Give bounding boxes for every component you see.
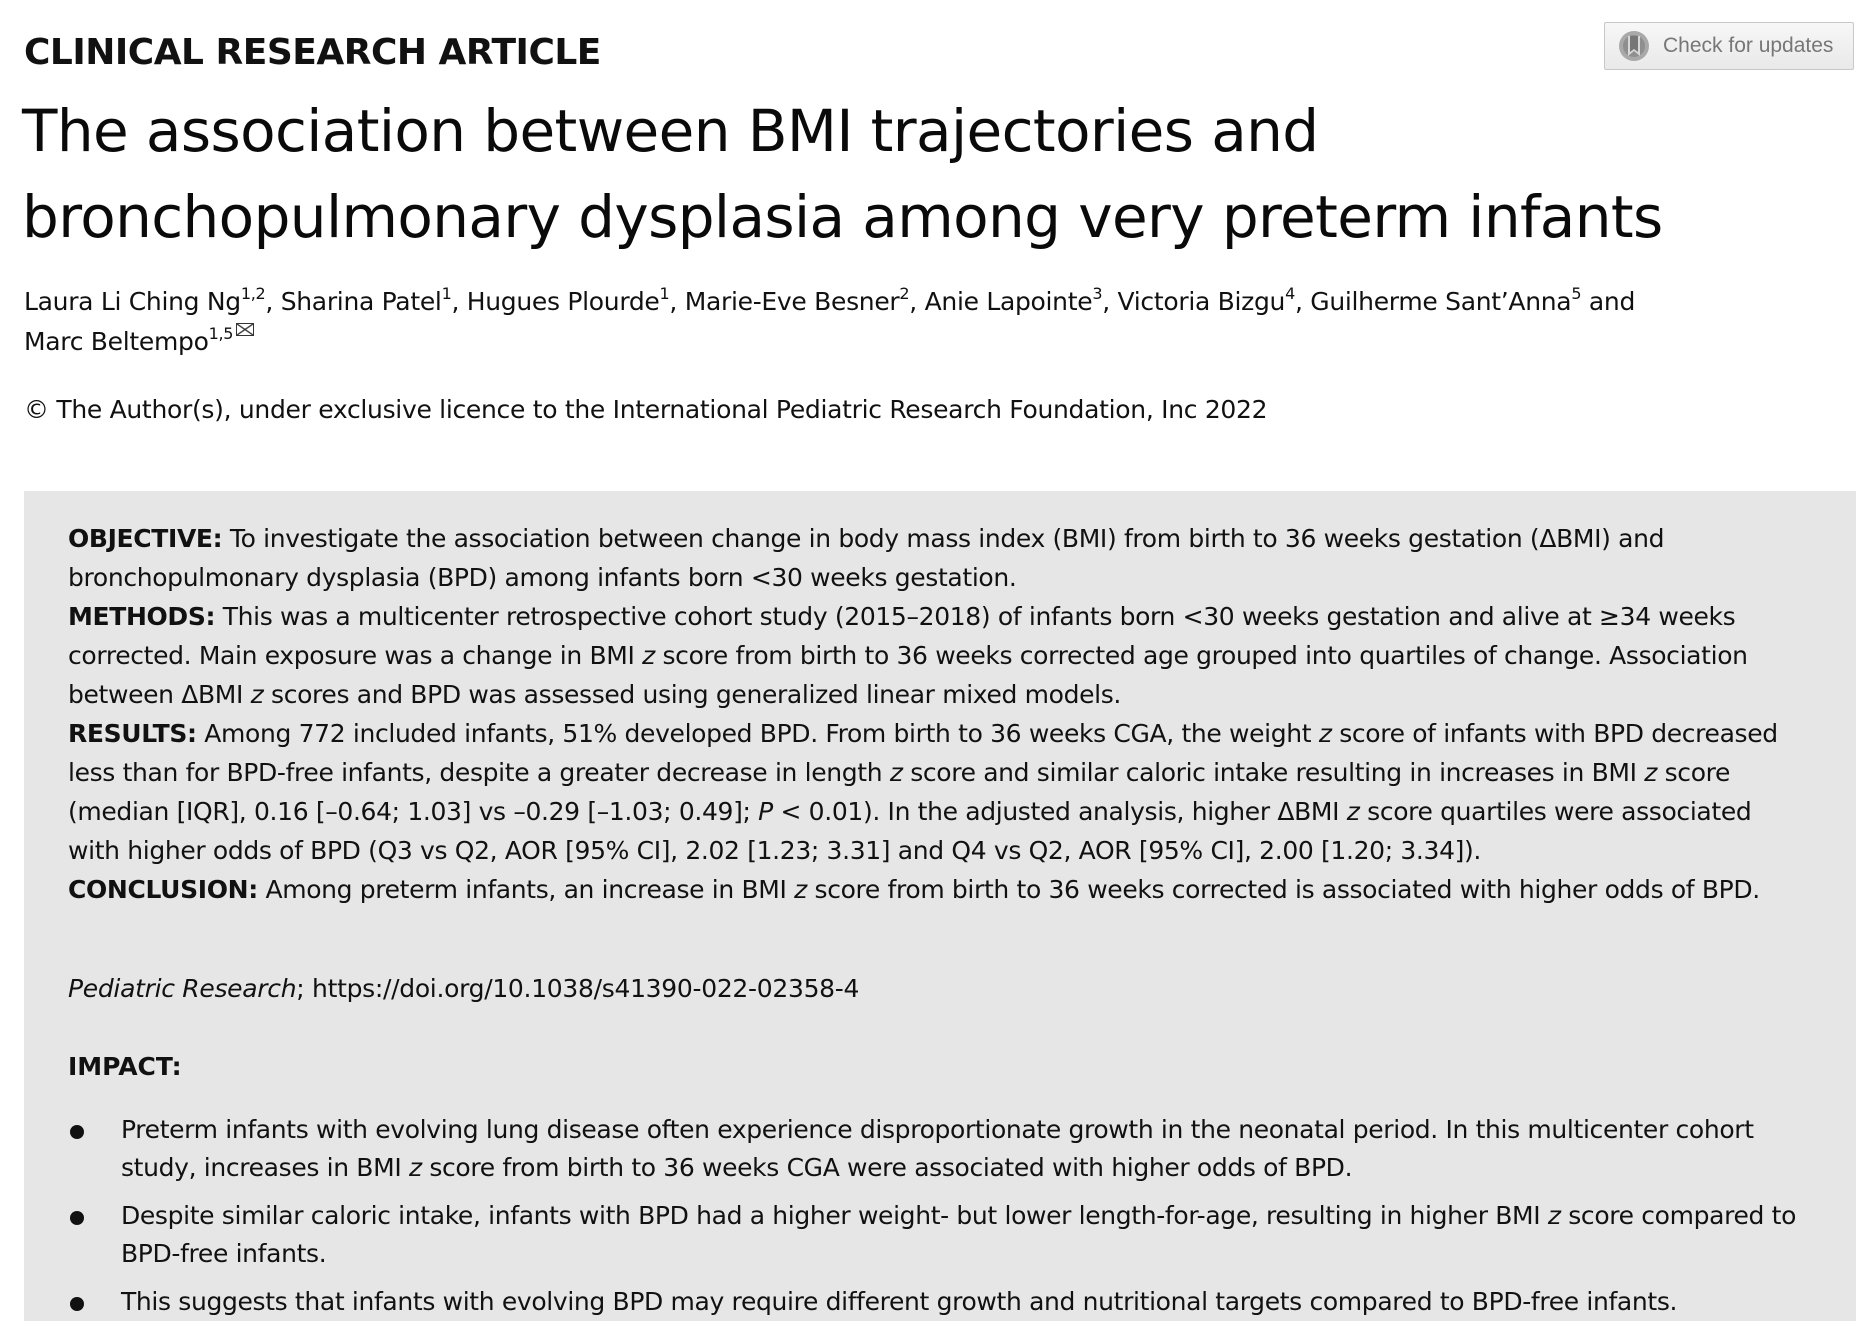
impact-item — [68, 1197, 1810, 1273]
abstract-objective — [68, 519, 1810, 597]
author-name[interactable]: Laura Li Ching Ng — [24, 287, 241, 316]
objective-text: To investigate the association between change in body mass index (BMI) from birth to 36 weeks gestation (ΔBMI) and bronchopulmonary dysplasia (BPD) among infants born <30 weeks gestation. — [68, 524, 1665, 592]
impact-text: Preterm infants with evolving lung disease often experience disproportionate growth in the neonatal period. In this multicenter cohort study, increases in BMI — [121, 1115, 1754, 1182]
italic-z: z — [1644, 758, 1658, 787]
author-affiliation: 4 — [1285, 284, 1295, 303]
journal-name: Pediatric Research — [68, 974, 297, 1003]
results-text: score quartiles were associated with higher odds of BPD (Q3 vs Q2, AOR [95% CI], 2.02 [1.23; 3.31] and Q4 vs Q2, AOR [95% CI], 2.00 [1.20; 3.34]). — [68, 797, 1752, 865]
impact-text: Despite similar caloric intake, infants with BPD had a higher weight- but lower length-for-age, resulting in higher BMI — [121, 1201, 1548, 1230]
check-for-updates-bookmark-icon — [1617, 29, 1651, 63]
doi-link[interactable]: ; https://doi.org/10.1038/s41390-022-02358-4 — [296, 974, 860, 1003]
authors-joiner: and — [1588, 287, 1636, 316]
author-affiliation: 1 — [441, 284, 452, 303]
abstract-panel — [24, 491, 1856, 1321]
results-text: score (median [IQR], 0.16 [–0.64; 1.03] vs –0.29 [–1.03; 0.49]; — [68, 758, 1731, 826]
conclusion-text: score from birth to 36 weeks corrected is associated with higher odds of BPD. — [806, 875, 1760, 904]
conclusion-label: CONCLUSION: — [68, 875, 258, 904]
article-title — [22, 88, 1802, 260]
author-list: Laura Li Ching Ng$^{1,2}$, Sharina Patel$^1$, Hugues Plourde$^1$, Marie-Eve Besner$^2$, Anie Lapointe$^3$, Victoria Bizgu$^4$, Guilherme Sant’Anna$^5$ and Marc Beltempo$^{1,5}$ — [24, 284, 1636, 356]
results-text: Among 772 included infants, 51% developed BPD. From birth to 36 weeks CGA, the weight — [196, 719, 1319, 748]
article-type: CLINICAL RESEARCH ARTICLE — [24, 32, 601, 73]
italic-z: z — [1547, 1201, 1561, 1230]
impact-heading: IMPACT: — [68, 1052, 182, 1081]
author-name[interactable]: Hugues Plourde — [466, 287, 660, 316]
title-line-2: bronchopulmonary dysplasia among very preterm infants — [22, 183, 1663, 251]
author-affiliation: 5 — [1571, 284, 1582, 303]
impact-text: score from birth to 36 weeks CGA were associated with higher odds of BPD. — [421, 1153, 1353, 1182]
italic-z: z — [1318, 719, 1332, 748]
author-affiliation: 2 — [899, 284, 910, 303]
author-name[interactable]: Guilherme Sant’Anna — [1310, 287, 1572, 316]
title-line-1: The association between BMI trajectories and — [22, 97, 1319, 165]
italic-z: z — [408, 1153, 422, 1182]
results-text: score of infants with BPD decreased less than for BPD-free infants, despite a greater decrease in length — [68, 719, 1778, 787]
impact-text: score compared to BPD-free infants. — [121, 1201, 1797, 1268]
bullet-icon — [70, 1297, 84, 1311]
author-name[interactable]: Anie Lapointe — [924, 287, 1093, 316]
journal-citation — [68, 971, 859, 1007]
email-envelope-icon[interactable] — [236, 323, 254, 336]
italic-z: z — [1346, 797, 1360, 826]
results-label: RESULTS: — [68, 719, 197, 748]
author-affiliation: 1 — [659, 284, 670, 303]
objective-label: OBJECTIVE: — [68, 524, 223, 553]
results-text: < 0.01). In the adjusted analysis, higher ΔBMI — [772, 797, 1347, 826]
bullet-icon — [70, 1125, 84, 1139]
author-name[interactable]: Victoria Bizgu — [1117, 287, 1286, 316]
methods-text: This was a multicenter retrospective cohort study (2015–2018) of infants born <30 weeks gestation and alive at ≥34 weeks corrected. Main exposure was a change in BMI — [68, 602, 1736, 670]
impact-item — [68, 1283, 1810, 1321]
bullet-icon — [70, 1211, 84, 1225]
check-for-updates-button[interactable] — [1604, 22, 1854, 70]
abstract-results — [68, 714, 1810, 870]
italic-z: z — [250, 680, 264, 709]
italic-z: z — [794, 875, 807, 904]
abstract-conclusion — [68, 870, 1810, 909]
methods-text: scores and BPD was assessed using generalized linear mixed models. — [263, 680, 1121, 709]
abstract-text — [68, 519, 1810, 909]
italic-z: z — [889, 758, 903, 787]
conclusion-text: Among preterm infants, an increase in BMI — [257, 875, 795, 904]
copyright-notice: © The Author(s), under exclusive licence to the International Pediatric Research Foundation, Inc 2022 — [24, 395, 1268, 424]
author-affiliation: 1,2 — [240, 284, 266, 303]
methods-text: score from birth to 36 weeks corrected age grouped into quartiles of change. Association between ΔBMI — [68, 641, 1748, 709]
abstract-methods — [68, 597, 1810, 714]
results-text: score and similar caloric intake resulting in increases in BMI — [902, 758, 1645, 787]
author-affiliation: 3 — [1092, 284, 1103, 303]
methods-label: METHODS: — [68, 602, 216, 631]
author-name[interactable]: Sharina Patel — [280, 287, 442, 316]
check-for-updates-label: Check for updates — [1663, 34, 1834, 57]
author-affiliation: 1,5 — [208, 324, 234, 343]
impact-text: This suggests that infants with evolving BPD may require different growth and nutritional targets compared to BPD-free infants. — [121, 1287, 1678, 1316]
impact-list — [68, 1111, 1810, 1321]
author-name[interactable]: Marie-Eve Besner — [684, 287, 900, 316]
italic-z: z — [642, 641, 655, 670]
author-name[interactable]: Marc Beltempo — [24, 327, 209, 356]
impact-item — [68, 1111, 1810, 1187]
italic-p: P — [758, 797, 773, 826]
